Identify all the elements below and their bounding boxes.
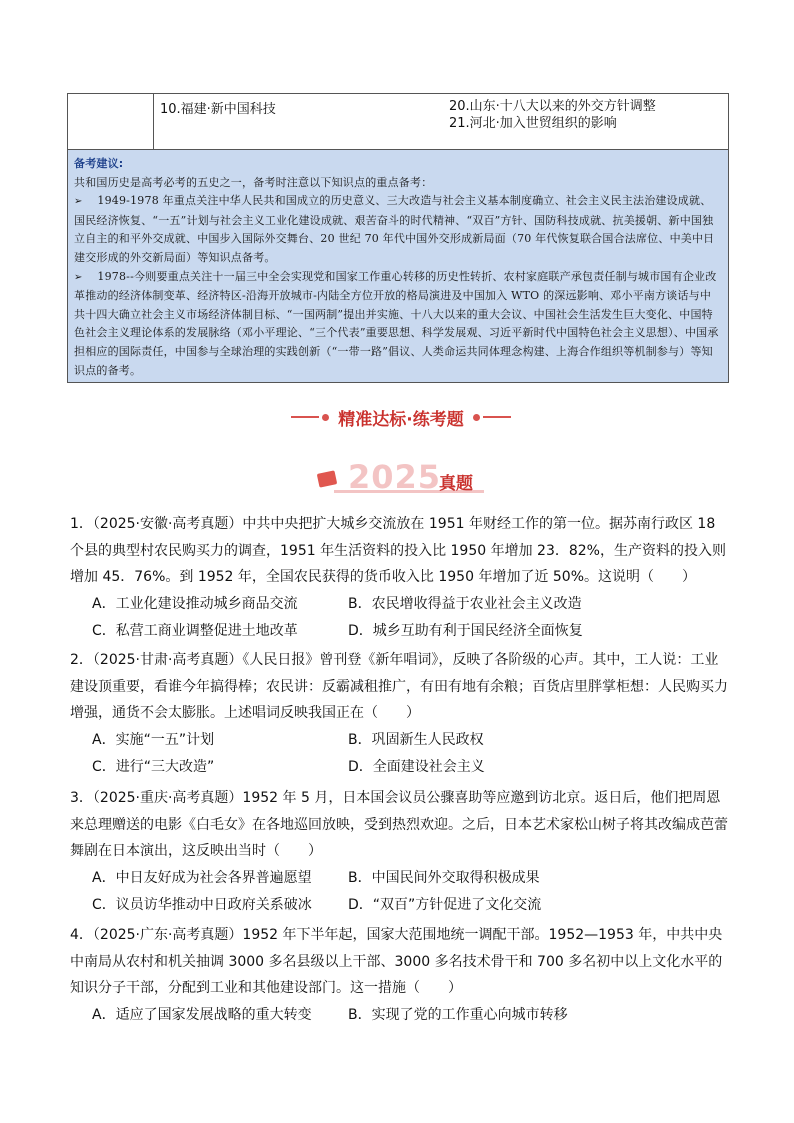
table-row [68,94,728,150]
option-list [70,591,730,645]
question-2 [70,647,730,781]
option-b[interactable]: B．巩固新生人民政权 [348,731,484,748]
table-cell-empty [68,94,154,149]
table-cell-line: 20.山东·十八大以来的外交方针调整 [449,99,656,114]
option-b[interactable]: B．农民增收得益于农业社会主义改造 [348,595,582,612]
table-cell: 10.福建·新中国科技 [160,102,276,117]
banner-dot-icon [322,414,329,421]
table-cell-line: 21.河北·加入世贸组织的影响 [449,116,617,131]
section-banner [268,402,534,432]
banner-dot-icon [473,414,480,421]
advice-bullet-text: 1978--今则要重点关注十一届三中全会实现党和国家工作重心转移的历史性转折、农村家庭联产承包责任制与城市国有企业改革推动的经济体制变革、经济特区-沿海开放城市-内陆全方位开放的格局演进及中国加入 WTO 的深远影响、邓小平南方谈话与中共十四大确立社会主义市场经济体制目标、“一国两制”提出并实施、十八大以来的重大会议、中国社会生活发生巨大变化、中国特色社会主义理论体系的发展脉络（邓小平理论、“三个代表”重要思想、科学发展观、习近平新时代中国特色社会主义思想）、中国承担相应的国际责任，中国参与全球治理的实践创新（“一带一路”倡议、人类命运共同体理念构建、上海合作组织等机制参与）等知识点的备考。 [74,269,719,377]
knowledge-table [67,93,729,383]
advice-bullet-1 [74,192,722,267]
option-list [70,865,730,919]
advice-intro: 共和国历史是高考必考的五史之一，备考时注意以下知识点的重点备考： [74,175,433,189]
option-list [70,1002,730,1029]
option-b[interactable]: B．实现了党的工作重心向城市转移 [348,1006,568,1023]
option-c[interactable]: C．议员访华推动中日政府关系破冰 [92,896,312,913]
advice-bullet-text: 1949-1978 年重点关注中华人民共和国成立的历史意义、三大改造与社会主义基本制度确立、社会主义民主法治建设成就、国民经济恢复、“一五”计划与社会主义工业化建设成就、艰苦奋斗的时代精神、“双百”方针、国防科技成就、抗美援朝、新中国独立自主的和平外交成就、中国步入国际外交舞台、20 世纪 70 年代中国外交形成新局面（70 年代恢复联合国合法席位、中美中日建交形成的外交新局面）等知识点备考。 [74,194,715,264]
option-a[interactable]: A．实施“一五”计划 [92,731,215,748]
question-stem: 1．（2025·安徽·高考真题）中共中央把扩大城乡交流放在 1951 年财经工作的第一位。据苏南行政区 18 个县的典型村农民购买力的调查，1951 年生活资料的投入比 1950 年增加 23．82%，生产资料的投入则增加 45．76%。到 1952 年，全国农民获得的货币收入比 1950 年增加了近 50%。这说明（ ） [70,516,726,586]
advice-bullet-2 [74,268,722,381]
option-d[interactable]: D．“双百”方针促进了文化交流 [348,896,542,913]
question-3 [70,785,730,919]
banner-line-right [483,416,511,418]
arrow-bullet-icon: ➢ [74,271,83,283]
advice-title: 备考建议: [74,157,124,170]
question-1 [70,511,730,645]
option-d[interactable]: D．城乡互助有利于国民经济全面恢复 [348,622,583,639]
option-b[interactable]: B．中国民间外交取得积极成果 [348,869,540,886]
option-d[interactable]: D．全面建设社会主义 [348,758,485,775]
table-cell [445,94,728,149]
option-a[interactable]: A．适应了国家发展战略的重大转变 [92,1006,312,1023]
option-c[interactable]: C．进行“三大改造” [92,758,215,775]
year-badge [312,460,490,496]
option-c[interactable]: C．私营工商业调整促进土地改革 [92,622,298,639]
question-4 [70,922,730,1029]
flag-icon [317,470,338,487]
question-stem: 3．（2025·重庆·高考真题）1952 年 5 月，日本国会议员公骤喜助等应邀到访北京。返日后，他们把周恩来总理赠送的电影《白毛女》在各地巡回放映，受到热烈欢迎。之后，日本艺术家松山树子将其改编成芭蕾舞剧在日本演出，这反映出当时（ ） [70,790,728,860]
question-stem: 4．（2025·广东·高考真题）1952 年下半年起，国家大范围地统一调配干部。1952—1953 年，中共中央中南局从农村和机关抽调 3000 多名县级以上干部、3000 多名技术骨干和 700 多名初中以上文化水平的知识分子干部，分配到工业和其他建设部门。这一措施（ ） [70,927,723,997]
arrow-bullet-icon: ➢ [74,196,83,208]
badge-label: 真题 [439,474,473,494]
option-a[interactable]: A．工业化建设推动城乡商品交流 [92,595,298,612]
badge-year: 2025 [348,458,442,496]
question-stem: 2．（2025·甘肃·高考真题）《人民日报》曾刊登《新年唱词》，反映了各阶级的心声。其中，工人说：工业建设顶重要，看谁今年搞得棒；农民讲：反霸减租推广，有田有地有余粮；百货店里胖掌柜想：人民购买力增强，通货不会太膨胀。上述唱词反映我国正在（ ） [70,652,728,722]
option-a[interactable]: A．中日友好成为社会各界普遍愿望 [92,869,312,886]
exam-advice-box [68,150,728,382]
banner-title: 精准达标·练考题 [338,409,464,430]
option-list [70,727,730,781]
banner-line-left [291,416,319,418]
